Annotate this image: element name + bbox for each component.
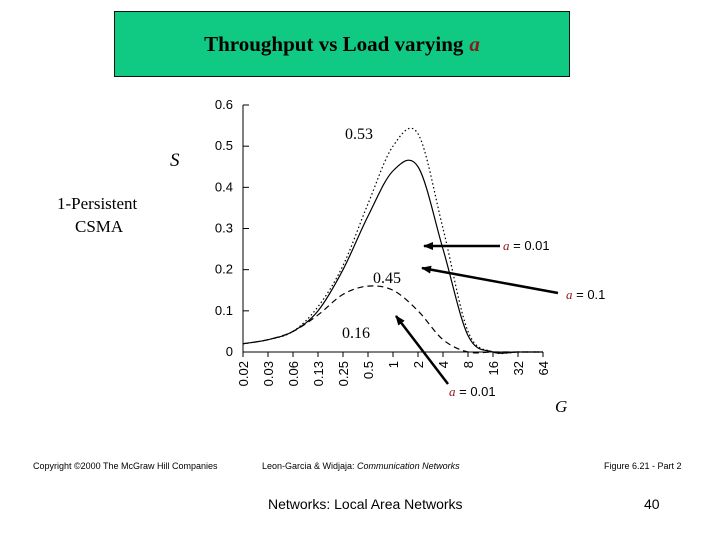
protocol-label-line2: CSMA (75, 217, 124, 236)
y-tick-label: 0.5 (214, 138, 233, 154)
a-var: a (566, 287, 573, 302)
x-axis-label: G (555, 397, 568, 416)
a-var: a (503, 238, 510, 253)
annotation-a-01 (566, 287, 605, 303)
chart-series (243, 128, 543, 353)
series-line (243, 286, 543, 353)
protocol-label-line1: 1-Persistent (57, 194, 138, 213)
y-tick-label: 0.3 (214, 220, 233, 236)
copyright-text: Copyright ©2000 The McGraw Hill Companies (33, 461, 218, 471)
y-axis-label: S (170, 150, 180, 171)
title-variable: a (469, 31, 480, 56)
peak-label-016: 0.16 (342, 325, 370, 342)
book-citation (262, 461, 460, 471)
y-tick-label: 0.6 (214, 97, 233, 112)
x-tick-label: 0.03 (261, 361, 276, 387)
x-tick-label: 64 (536, 361, 551, 376)
x-tick-label: 0.25 (336, 361, 351, 387)
series-line (243, 128, 543, 353)
x-tick-label: 4 (436, 361, 451, 369)
figure-label: Figure 6.21 - Part 2 (604, 461, 682, 471)
slide-title: Networks: Local Area Networks (268, 496, 463, 512)
annotation-a-001-bottom (449, 384, 496, 400)
x-tick-label: 16 (486, 361, 501, 376)
book-title: Communication Networks (357, 461, 460, 471)
peak-label-053: 0.53 (345, 126, 373, 143)
x-tick-label: 32 (511, 361, 526, 376)
x-tick-label: 0.13 (311, 361, 326, 387)
x-tick-label: 8 (461, 361, 476, 369)
a-var: a (449, 384, 456, 399)
x-tick-label: 1 (386, 361, 401, 369)
x-tick-label: 0.02 (236, 361, 251, 387)
y-tick-label: 0.1 (214, 302, 233, 318)
peak-label-045: 0.45 (373, 270, 401, 287)
chart-axes (215, 97, 551, 386)
book-authors: Leon-Garcia & Widjaja: (262, 461, 358, 471)
title-text: Throughput vs Load varying (204, 31, 464, 56)
a-value: = 0.01 (455, 384, 496, 399)
x-tick-label: 0.5 (361, 361, 376, 380)
annotation-a-001-top (503, 238, 550, 254)
y-tick-label: 0.2 (214, 261, 233, 277)
arrow-to-a-01-curve (422, 268, 558, 293)
x-tick-label: 0.06 (286, 361, 301, 387)
arrow-to-dashed-curve (396, 316, 448, 384)
series-line (243, 160, 543, 353)
y-tick-label: 0 (225, 344, 233, 359)
a-value: = 0.1 (572, 287, 606, 302)
x-tick-label: 2 (411, 361, 426, 369)
y-tick-label: 0.4 (214, 179, 233, 195)
a-value: = 0.01 (509, 238, 550, 253)
page-number: 40 (644, 496, 660, 512)
